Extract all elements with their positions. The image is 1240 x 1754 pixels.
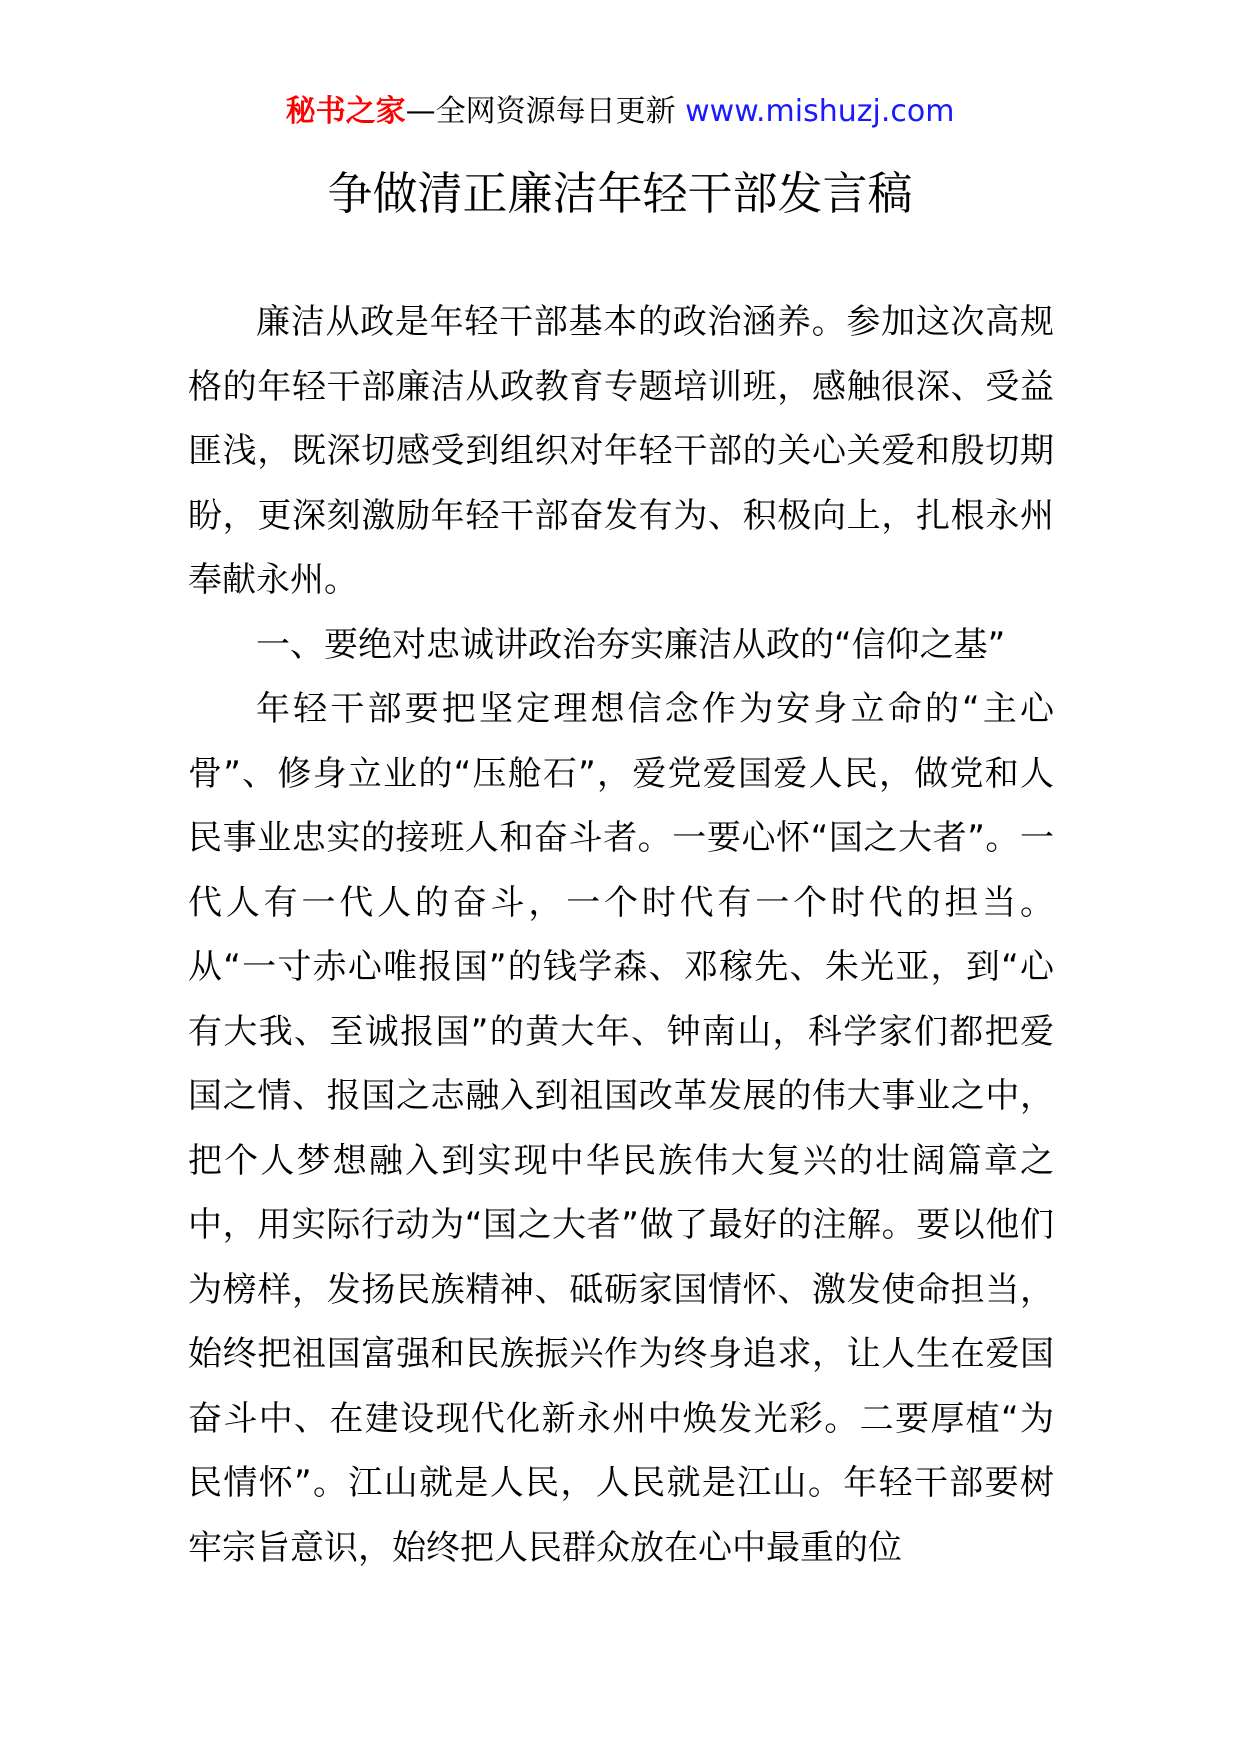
brand-name: 秘书之家	[285, 94, 406, 129]
intro-paragraph: 廉洁从政是年轻干部基本的政治涵养。参加这次高规格的年轻干部廉洁从政教育专题培训班，感触很深、受益匪浅，既深切感受到组织对年轻干部的关心关爱和殷切期盼，更深刻激励年轻干部奋发有为、积极向上，扎根永州奉献永州。	[188, 302, 1054, 600]
document-title: 争做清正廉洁年轻干部发言稿	[327, 167, 913, 220]
document-body	[188, 290, 1054, 1580]
section-heading: 一、要绝对忠诚讲政治夯实廉洁从政的“信仰之基”	[256, 624, 1006, 665]
site-header	[0, 92, 1240, 132]
body-paragraph: 年轻干部要把坚定理想信念作为安身立命的“主心骨”、修身立业的“压舱石”，爱党爱国爱人民，做党和人民事业忠实的接班人和奋斗者。一要心怀“国之大者”。一代人有一代人的奋斗，一个时代有一个时代的担当。从“一寸赤心唯报国”的钱学森、邓稼先、朱光亚，到“心有大我、至诚报国”的黄大年、钟南山，科学家们都把爱国之情、报国之志融入到祖国改革发展的伟大事业之中，把个人梦想融入到实现中华民族伟大复兴的壮阔篇章之中，用实际行动为“国之大者”做了最好的注解。要以他们为榜样，发扬民族精神、砥砺家国情怀、激发使命担当，始终把祖国富强和民族振兴作为终身追求，让人生在爱国奋斗中、在建设现代化新永州中焕发光彩。二要厚植“为民情怀”。江山就是人民，人民就是江山。年轻干部要树牢宗旨意识，始终把人民群众放在心中最重的位	[188, 689, 1054, 1568]
site-url-link[interactable]: www.mishuzj.com	[685, 94, 955, 129]
header-tagline: —全网资源每日更新	[405, 94, 686, 129]
